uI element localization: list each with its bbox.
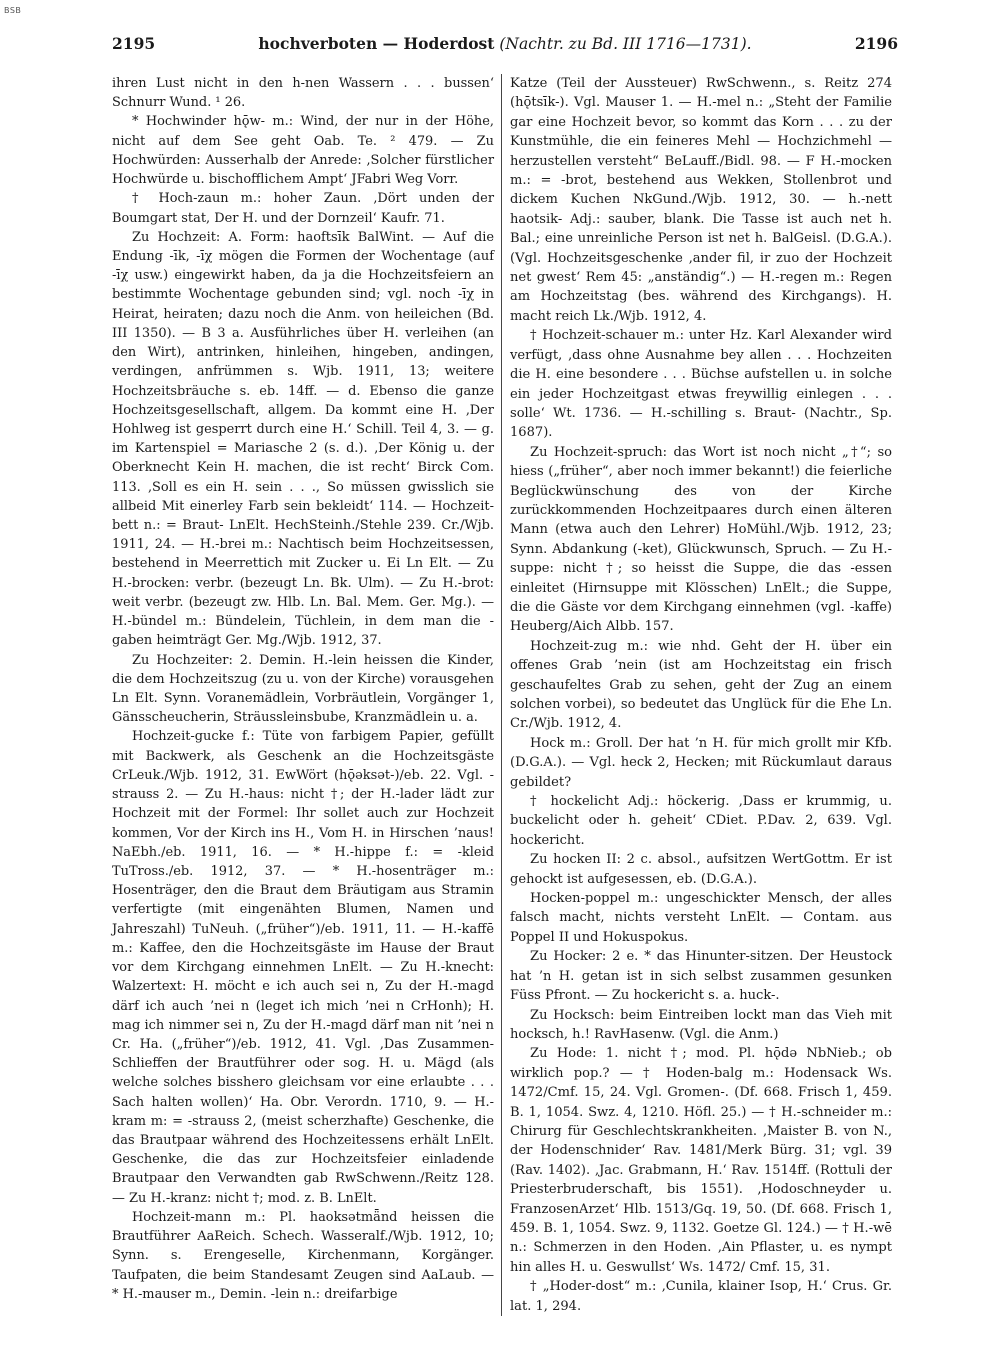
dictionary-entry: † hockelicht Adj.: höckerig. ‚Dass er krummig, u. buckelicht oder h. geheit‘ CDiet. P.Dav. 2, 639. Vgl. hockericht. <box>510 794 892 848</box>
column-divider <box>501 74 502 1316</box>
dictionary-entry: Zu Hochzeit-spruch: das Wort ist noch nicht „†“; so hiess („früher“, aber noch immer bekannt!) die feierliche Beglückwünschung des von der Kirche zurückkommenden Hochzeitpaares durch einen älteren Mann (etwa auch den Lehrer) HoMühl./Wjb. 1912, 23; Synn. Abdankung (-ket), Glückwunsch, Spruch. — Zu H.-suppe: nicht †; so heisst die Suppe, die das -essen einleitet (Hirnsuppe mit Klösschen) LnElt.; die Suppe, die die Gäste vor dem Kirchgang einnehmen (vgl. -kaffe) Heuberg/Aich Albb. 157. <box>510 444 892 635</box>
running-head <box>112 34 898 53</box>
page-header <box>112 34 898 56</box>
dictionary-entry: Zu hocken II: 2 c. absol., aufsitzen WertGottm. Er ist gehockt ist aufgesessen, eb. (D.G.A.). <box>510 852 892 887</box>
dictionary-entry: Zu Hochzeiter: 2. Demin. H.-lein heissen die Kinder, die dem Hochzeitszug (zu u. von der Kirche) vorausgehen Ln Elt. Synn. Voranemädlein, Vorbräutlein, Vorgänger 1, Gänsscheucherin, Sträussleinsbube, Kranzmädlein u. a. <box>112 652 494 726</box>
running-head-title: hochverboten — Hoderdost <box>258 34 495 53</box>
page-number-left: 2195 <box>112 34 156 53</box>
library-stamp: BSB <box>4 6 22 15</box>
dictionary-entry: † Hochzeit-schauer m.: unter Hz. Karl Alexander wird verfügt, ‚dass ohne Ausnahme bey allen . . . Hochzeiten die H. eine besondere . . . Büchse aufstellen u. in solche ein jeder Hochzeitgast etwas freywillig einlegen . . . solle‘ Wt. 1736. — H.-schilling s. Braut- (Nachtr., Sp. 1687). <box>510 328 892 441</box>
left-column <box>112 74 494 1304</box>
running-head-subtitle: (Nachtr. zu Bd. III 1716—1731). <box>499 35 752 53</box>
dictionary-entry: † Hoch-zaun m.: hoher Zaun. ‚Dört unden der Boumgart stat, Der H. und der Dornzeil‘ Kaufr. 71. <box>112 191 494 226</box>
dictionary-entry: Katze (Teil der Aussteuer) RwSchwenn., s. Reitz 274 (hǭtsīk-). Vgl. Mauser 1. — H.-mel n.: „Steht der Familie gar eine Hochzeit bevor, so kommt das Korn . . . zu der Kunstmühle, die ein feineres Mehl — Hochzichmehl — herzustellen versteht“ BeLauff./Bidl. 98. — F H.-mocken m.: = -brot, bestehend aus Wekken, Stollenbrot und dickem Kuchen NkGund./Wjb. 1912, 30. — h.-nett haotsik- Adj.: sauber, blank. Die Tasse ist auch net h. Bal.; eine unreinliche Person ist net h. BalGeisl. (D.G.A.). (Vgl. Hochzeitsgeschenke ‚ander fil, ir zuo der Hochzeit net gwest‘ Rem 45: „anständig“.) — H.-regen m.: Regen am Hochzeitstag (bes. während des Kirchgangs). H. macht reich Lk./Wjb. 1912, 4. <box>510 76 892 324</box>
dictionary-entry: Hock m.: Groll. Der hat ’n H. für mich grollt mir Kfb. (D.G.A.). — Vgl. heck 2, Hecken; mit Rückumlaut daraus gebildet? <box>510 735 892 790</box>
dictionary-entry: Hocken-poppel m.: ungeschickter Mensch, der alles falsch macht, nichts versteht LnElt. — Contam. aus Poppel II und Hokuspokus. <box>510 891 892 945</box>
page-number-right: 2196 <box>854 34 898 53</box>
dictionary-entry: * Hochwinder hǭw- m.: Wind, der nur in der Höhe, nicht auf dem See geht Oab. Te. ² 479. — Zu Hochwürden: Ausserhalb der Anrede: ‚Solcher fürstlicher Hochwürde u. bischofflichem Ampt‘ JFabri Weg Vorr. <box>112 114 494 188</box>
dictionary-entry: Hochzeit-zug m.: wie nhd. Geht der H. über ein offenes Grab ’nein (ist am Hochzeitstag ein frisch geschaufeltes Grab zu sehen, geht der Zug an einem solchen vorbei), so bedeutet das Unglück für die Ehe Ln. Cr./Wjb. 1912, 4. <box>510 638 892 732</box>
dictionary-entry: Hochzeit-gucke f.: Tüte von farbigem Papier, gefüllt mit Backwerk, als Geschenk an die Hochzeitsgäste CrLeuk./Wjb. 1912, 31. EwWört (hǭəksət-)/eb. 22. Vgl. -strauss 2. — Zu H.-haus: nicht †; der H.-lader lädt zur Hochzeit mit der Formel: Ihr sollet auch zur Hochzeit kommen, Vor der Kirch ins H., Vom H. in Hirschen ’naus! NaEbh./eb. 1911, 16. — * H.-hippe f.: = -kleid TuTross./eb. 1912, 37. — * H.-hosenträger m.: Hosenträger, den die Braut dem Bräutigam aus Stramin verfertigte (mit eingenähten Blumen, Namen und Jahreszahl) TuNeuh. („früher“)/eb. 1911, 11. — H.-kaffē m.: Kaffee, den die Hochzeitsgäste im Hause der Braut vor dem Kirchgang einnehmen LnElt. — Zu H.-knecht: Walzertext: H. möcht e ich auch sei n, Zu der H.-magd därf ich auch ’nei n (leget ich mich ’nei n CrHonh); H. mag ich nimmer sei n, Zu der H.-magd därf man nit ’nei n Cr. Ha. („früher“)/eb. 1912, 41. Vgl. ‚Das Zusammen-Schlieffen der Brautführer oder sog. H. u. Mägd (als welche solches bisshero gleichsam vor eine erlaubte . . . Sach halten wollen)‘ Ha. Obr. Verordn. 1710, 9. — H.-kram m: = -strauss 2, (meist scherzhafte) Geschenke, die das Brautpaar während des Hochzeitessens erhält LnElt. Geschenke, die das zur Hochzeitsfeier einladende Brautpaar den Verwandten gab RwSchwenn./Reitz 128. — Zu H.-kranz: nicht †; mod. z. B. LnElt. <box>112 729 494 1206</box>
dictionary-entry: ihren Lust nicht in den h-nen Wassern . . . bussen‘ Schnurr Wund. ¹ 26. <box>112 76 494 111</box>
right-column <box>510 74 892 1316</box>
dictionary-entry: Zu Hocksch: beim Eintreiben lockt man das Vieh mit hocksch, h.! RavHasenw. (Vgl. die Anm.) <box>510 1007 892 1042</box>
dictionary-entry: Hochzeit-mann m.: Pl. haoksətmǟnd heissen die Brautführer AaReich. Schech. Wasseralf./Wjb. 1912, 10; Synn. s. Erengeselle, Kirchenmann, Korgänger. Taufpaten, die beim Standesamt Zeugen sind AaLaub. — * H.-mauser m., Demin. -lein n.: dreifarbige <box>112 1209 494 1302</box>
dictionary-entry: Zu Hochzeit: A. Form: haoftsīk BalWint. — Auf die Endung -īk, -īχ mögen die Formen der Wochentage (auf -īχ usw.) eingewirkt haben, da ja die Hochzeitsfeiern an bestimmte Wochentage gebunden sind; vgl. noch -īχ in Heirat, heiraten; dazu noch die Anm. von heileichen (Bd. III 1350). — B 3 a. Ausführliches über H. verleihen (an den Wirt), antrinken, hinleihen, hingeben, andingen, verdingen, anfrümmen s. Wjb. 1911, 13; weitere Hochzeitsbräuche s. eb. 14ff. — d. Ebenso die ganze Hochzeitsgesellschaft, allgem. Da kommt eine H. ‚Der Hohlweg ist gesperrt durch eine H.‘ Schill. Teil 4, 3. — g. im Kartenspiel = Mariasche 2 (s. d.). ‚Der König u. der Oberknecht Kein H. machen, die ist recht‘ Birck Com. 113. ‚Soll es ein H. sein . . ., So müssen gwisslich sie allbeid Mit einerley Farb sein bekleidt‘ 114. — Hochzeit-bett n.: = Braut- LnElt. HechSteinh./Stehle 239. Cr./Wjb. 1911, 24. — H.-brei m.: Nachtisch beim Hochzeitsessen, bestehend in Meerrettich mit Zucker u. Ei Ln Elt. — Zu H.-brocken: verbr. (bezeugt Ln. Bk. Ulm). — Zu H.-brot: weit verbr. (bezeugt zw. Hlb. Ln. Bal. Mem. Ger. Mg.). — H.-bündel m.: Bündelein, Tüchlein, in dem man die -gaben heimträgt Ger. Mg./Wjb. 1912, 37. <box>112 229 494 649</box>
dictionary-entry: Zu Hode: 1. nicht †; mod. Pl. hǭdə NbNieb.; ob wirklich pop.? — † Hoden-balg m.: Hodensack Ws. 1472/Cmf. 15, 24. Vgl. Gromen-. (Df. 668. Frisch 1, 459. B. 1, 1054. Swz. 4, 1210. Höfl. 25.) — † H.-schneider m.: Chirurg für Geschlechtskrankheiten. ‚Maister B. von N., der Hodenschnider‘ Rav. 1481/Merk Bürg. 31; vgl. 39 (Rav. 1402). ‚Jac. Grabmann, H.‘ Rav. 1514ff. (Rottuli der Priesterbruderschaft, bis 1551). ‚Hodoschneyder u. FranzosenArzet‘ Hlb. 1513/Gq. 19, 50. (Df. 668. Frisch 1, 459. B. 1, 1054. Swz. 9, 1132. Goetze Gl. 124.) — † H.-wē n.: Schmerzen in den Hoden. ‚Ain Pflaster, u. es nympt hin alles H. u. Geswullst‘ Ws. 1472/ Cmf. 15, 31. <box>510 1046 892 1275</box>
dictionary-entry: † „Hoder-dost“ m.: ‚Cunila, klainer Isop, H.‘ Crus. Gr. lat. 1, 294. <box>510 1279 892 1314</box>
dictionary-entry: Zu Hocker: 2 e. * das Hinunter-sitzen. Der Heustock hat ’n H. getan ist in sich selbst zusammen gesunken Füss Pfront. — Zu hockericht s. a. huck-. <box>510 949 892 1004</box>
